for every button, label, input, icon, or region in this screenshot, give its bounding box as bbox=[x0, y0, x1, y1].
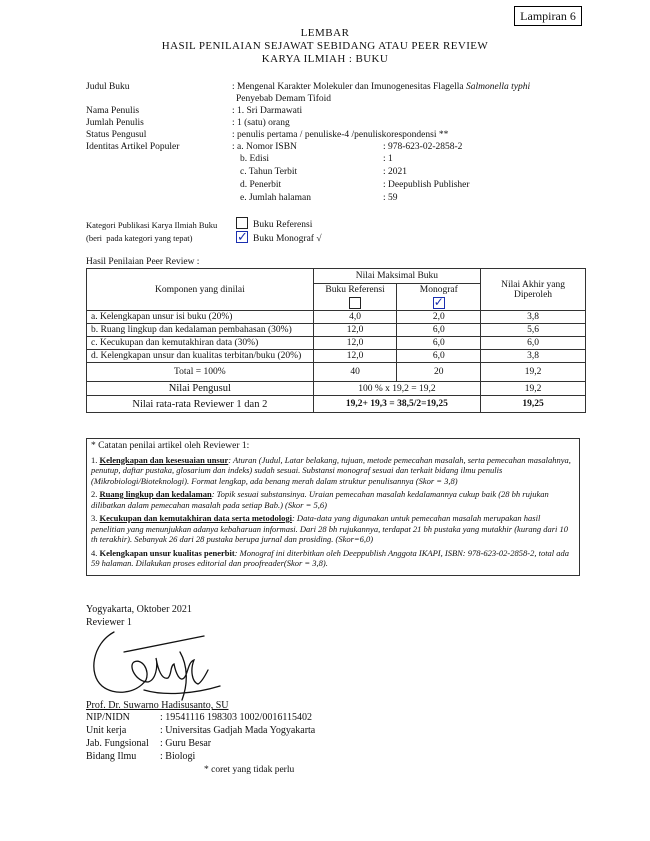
total-label: Total = 100% bbox=[87, 363, 314, 382]
header-line-3: KARYA ILMIAH : BUKU bbox=[261, 53, 389, 65]
table-row bbox=[87, 324, 586, 337]
jumlah-label: Jumlah Penulis bbox=[86, 118, 144, 128]
identitas-key-e: e. Jumlah halaman bbox=[240, 193, 311, 203]
row-b-mono: 6,0 bbox=[397, 324, 481, 337]
header-nilai-akhir: Nilai Akhir yang Diperoleh bbox=[481, 269, 586, 311]
note-3: 3. Kecukupan dan kemutakhiran data serta metodologi: Data-data yang digunakan untuk pemecahan masalah merupakan hasil penelitian yang menunjukkan adanya kebaharuan informasi. Dari 28 bh rujukannya, terdapat 21 bh pustaka yang mutakhir (kurang dari 10 th terakhir). Sebanyak 26 dari 28 pustaka berupa jurnal dan prosiding. (Skor=6,0) bbox=[91, 513, 569, 544]
footnote: * coret yang tidak perlu bbox=[204, 765, 295, 775]
table-row-total bbox=[87, 363, 586, 382]
buku-monograf-label: Buku Monograf √ bbox=[253, 234, 322, 244]
row-d-label: d. Kelengkapan unsur dan kualitas terbitan/buku (20%) bbox=[87, 350, 314, 363]
identitas-value-d: : Deepublish Publisher bbox=[383, 180, 470, 190]
header-line-2: HASIL PENILAIAN SEJAWAT SEBIDANG ATAU PEER REVIEW bbox=[161, 40, 489, 52]
nip-value: : 19541116 198303 1002/0016115402 bbox=[160, 712, 312, 723]
hasil-title: Hasil Penilaian Peer Review : bbox=[86, 257, 200, 267]
note-4: 4. Kelengkapan unsur kualitas penerbit: Monograf ini diterbitkan oleh Deeppublish Anggota IKAPI, ISBN: 978-623-02-2858-2, total ada 59 halaman. Dilakukan proses editorial dan proofreader(Skor = 3,8). bbox=[91, 547, 570, 568]
header-nilai-maks: Nilai Maksimal Buku bbox=[313, 269, 480, 284]
table-row-pengusul bbox=[87, 382, 586, 396]
judul-value-text: : Mengenal Karakter Molekuler dan Imunogenesitas Flagella bbox=[232, 82, 466, 92]
kategori-line-1: Kategori Publikasi Karya Ilmiah Buku bbox=[86, 220, 218, 230]
identitas-value-e: : 59 bbox=[383, 193, 398, 203]
identitas-value-c: : 2021 bbox=[383, 167, 408, 177]
note-2: 2. Ruang lingkup dan kedalaman: Topik sesuai substansinya. Uraian pemecahan masalah kedalamannya cukup baik (28 bh rujukan dilibatkan dalam pemecahan masalah pada setiap Bab.) (Skor = 5,6) bbox=[91, 489, 549, 510]
note-2-text: : Topik sesuai substansinya. Uraian pemecahan masalah kedalamannya cukup baik (28 bh rujukan dilibatkan dalam pemecahan masalah pada setiap Bab.) (Skor = 5,6) bbox=[91, 489, 549, 510]
header-buku-referensi-label: Buku Referensi bbox=[325, 285, 385, 295]
judul-label: Judul Buku bbox=[86, 82, 130, 92]
note-3-text: : Data-data yang digunakan untuk pemecahan masalah merupakan hasil penelitian yang menunjukkan adanya kebaharuan informasi. Dari 28 bh rujukannya, terdapat 21 bh pustaka yang mutakhir (kurang dari 10 th terakhir). Sebanyak 26 dari 28 pustaka berupa jurnal dan prosiding. (Skor=6,0) bbox=[91, 513, 569, 544]
jumlah-value: : 1 (satu) orang bbox=[232, 118, 290, 128]
total-mono: 20 bbox=[397, 363, 481, 382]
mono-checkbox[interactable]: ✓ bbox=[433, 295, 444, 309]
reviewer-notes bbox=[86, 438, 580, 576]
header-monograf-label: Monograf bbox=[419, 285, 458, 295]
row-c-ref: 12,0 bbox=[313, 337, 397, 350]
notes-heading: * Catatan penilai artikel oleh Reviewer 1: bbox=[91, 441, 250, 451]
header-line-1: LEMBAR bbox=[300, 27, 350, 39]
identitas-key-c: c. Tahun Terbit bbox=[240, 167, 298, 177]
judul-value-2: Penyebab Demam Tifoid bbox=[236, 94, 331, 104]
pengusul-akhir: 19,2 bbox=[481, 382, 586, 396]
pengusul-label: Nilai Pengusul bbox=[87, 382, 314, 396]
identitas-label: Identitas Artikel Populer bbox=[86, 142, 180, 152]
reviewer-label: Reviewer 1 bbox=[86, 617, 132, 628]
header-komponen: Komponen yang dinilai bbox=[87, 269, 314, 311]
row-a-mono: 2,0 bbox=[397, 311, 481, 324]
bidang-label: Bidang Ilmu bbox=[86, 751, 137, 762]
judul-value-italic: Salmonella typhi bbox=[466, 82, 531, 92]
rata-calc: 19,2+ 19,3 = 38,5/2=19,25 bbox=[313, 396, 480, 413]
reviewer-name: Prof. Dr. Suwarno Hadisusanto, SU bbox=[86, 700, 229, 711]
total-akhir: 19,2 bbox=[481, 363, 586, 382]
note-1-title: Kelengkapan dan kesesuaian unsur bbox=[99, 454, 229, 465]
kategori-line-2: (beri pada kategori yang tepat) bbox=[86, 233, 193, 243]
row-a-label: a. Kelengkapan unsur isi buku (20%) bbox=[87, 311, 314, 324]
note-1-text: : Aturan (Judul, Latar belakang, tujuan, metode pemecahan masalah, serta pemecahan masalahnya, penutup, daftar pustaka, glosarium dan indeks) sudah sesuai. Substansi monograf sesuai dan terkait bidang ilmu penulis (Mikrobiologi/Bioteknologi). Format lengkap, ada benang merah dalam struktur penulisannya (Skor = 3,8) bbox=[91, 454, 571, 486]
buku-referensi-label: Buku Referensi bbox=[253, 220, 313, 230]
bidang-value: : Biologi bbox=[160, 751, 196, 762]
row-c-mono: 6,0 bbox=[397, 337, 481, 350]
status-value: : penulis pertama / penuliske-4 /penuliskorespondensi ** bbox=[232, 130, 449, 140]
jab-label: Jab. Fungsional bbox=[86, 738, 149, 749]
buku-referensi-checkbox[interactable] bbox=[236, 217, 248, 229]
note-4-text: : Monograf ini diterbitkan oleh Deeppublish Anggota IKAPI, ISBN: 978-623-02-2858-2, total ada 59 halaman. Dilakukan proses editorial dan proofreader(Skor = 3,8). bbox=[91, 547, 570, 568]
buku-monograf-checkbox[interactable]: ✓ bbox=[237, 229, 248, 244]
lampiran-label: Lampiran 6 bbox=[514, 6, 582, 26]
identitas-key-a: : a. Nomor ISBN bbox=[232, 142, 297, 152]
place-date: Yogyakarta, Oktober 2021 bbox=[86, 604, 192, 615]
header-monograf bbox=[397, 284, 481, 311]
nama-value: : 1. Sri Darmawati bbox=[232, 106, 303, 116]
jab-value: : Guru Besar bbox=[160, 738, 212, 749]
row-a-ref: 4,0 bbox=[313, 311, 397, 324]
identitas-value-b: : 1 bbox=[383, 154, 393, 164]
rata-akhir: 19,25 bbox=[481, 396, 586, 413]
header-buku-referensi bbox=[313, 284, 397, 311]
row-d-mono: 6,0 bbox=[397, 350, 481, 363]
rata-label: Nilai rata-rata Reviewer 1 dan 2 bbox=[87, 396, 314, 413]
table-row bbox=[87, 337, 586, 350]
status-label: Status Pengusul bbox=[86, 130, 147, 140]
nama-label: Nama Penulis bbox=[86, 106, 140, 116]
pengusul-calc: 100 % x 19,2 = 19,2 bbox=[313, 382, 480, 396]
note-2-title: Ruang lingkup dan kedalaman bbox=[99, 489, 212, 499]
table-row-rata bbox=[87, 396, 586, 413]
row-b-ref: 12,0 bbox=[313, 324, 397, 337]
note-3-title: Kecukupan dan kemutakhiran data serta metodologi bbox=[99, 513, 292, 523]
row-b-akhir: 5,6 bbox=[481, 324, 586, 337]
score-table bbox=[86, 268, 586, 413]
judul-value bbox=[232, 81, 530, 93]
row-d-akhir: 3,8 bbox=[481, 350, 586, 363]
row-c-akhir: 6,0 bbox=[481, 337, 586, 350]
identitas-key-d: d. Penerbit bbox=[240, 180, 282, 190]
ref-checkbox[interactable] bbox=[349, 297, 361, 309]
note-1: 1. Kelengkapan dan kesesuaian unsur: Aturan (Judul, Latar belakang, tujuan, metode pemecahan masalah, serta pemecahan masalahnya, penutup, daftar pustaka, glosarium dan indeks) sudah sesuai. Substansi monograf sesuai dan terkait bidang ilmu penulis (Mikrobiologi/Bioteknologi). Format lengkap, ada benang merah dalam struktur penulisannya (Skor = 3,8) bbox=[91, 454, 571, 486]
table-row bbox=[87, 350, 586, 363]
note-4-title: Kelengkapan unsur kualitas penerbit bbox=[99, 547, 235, 558]
table-row bbox=[87, 311, 586, 324]
row-a-akhir: 3,8 bbox=[481, 311, 586, 324]
row-b-label: b. Ruang lingkup dan kedalaman pembahasan (30%) bbox=[87, 324, 314, 337]
row-c-label: c. Kecukupan dan kemutakhiran data (30%) bbox=[87, 337, 314, 350]
unit-value: : Universitas Gadjah Mada Yogyakarta bbox=[160, 725, 316, 736]
nip-label: NIP/NIDN bbox=[86, 712, 130, 723]
total-ref: 40 bbox=[313, 363, 397, 382]
unit-label: Unit kerja bbox=[86, 725, 127, 736]
identitas-key-b: b. Edisi bbox=[240, 154, 270, 164]
signature-image bbox=[84, 622, 224, 704]
row-d-ref: 12,0 bbox=[313, 350, 397, 363]
identitas-value-a: : 978-623-02-2858-2 bbox=[383, 142, 463, 152]
